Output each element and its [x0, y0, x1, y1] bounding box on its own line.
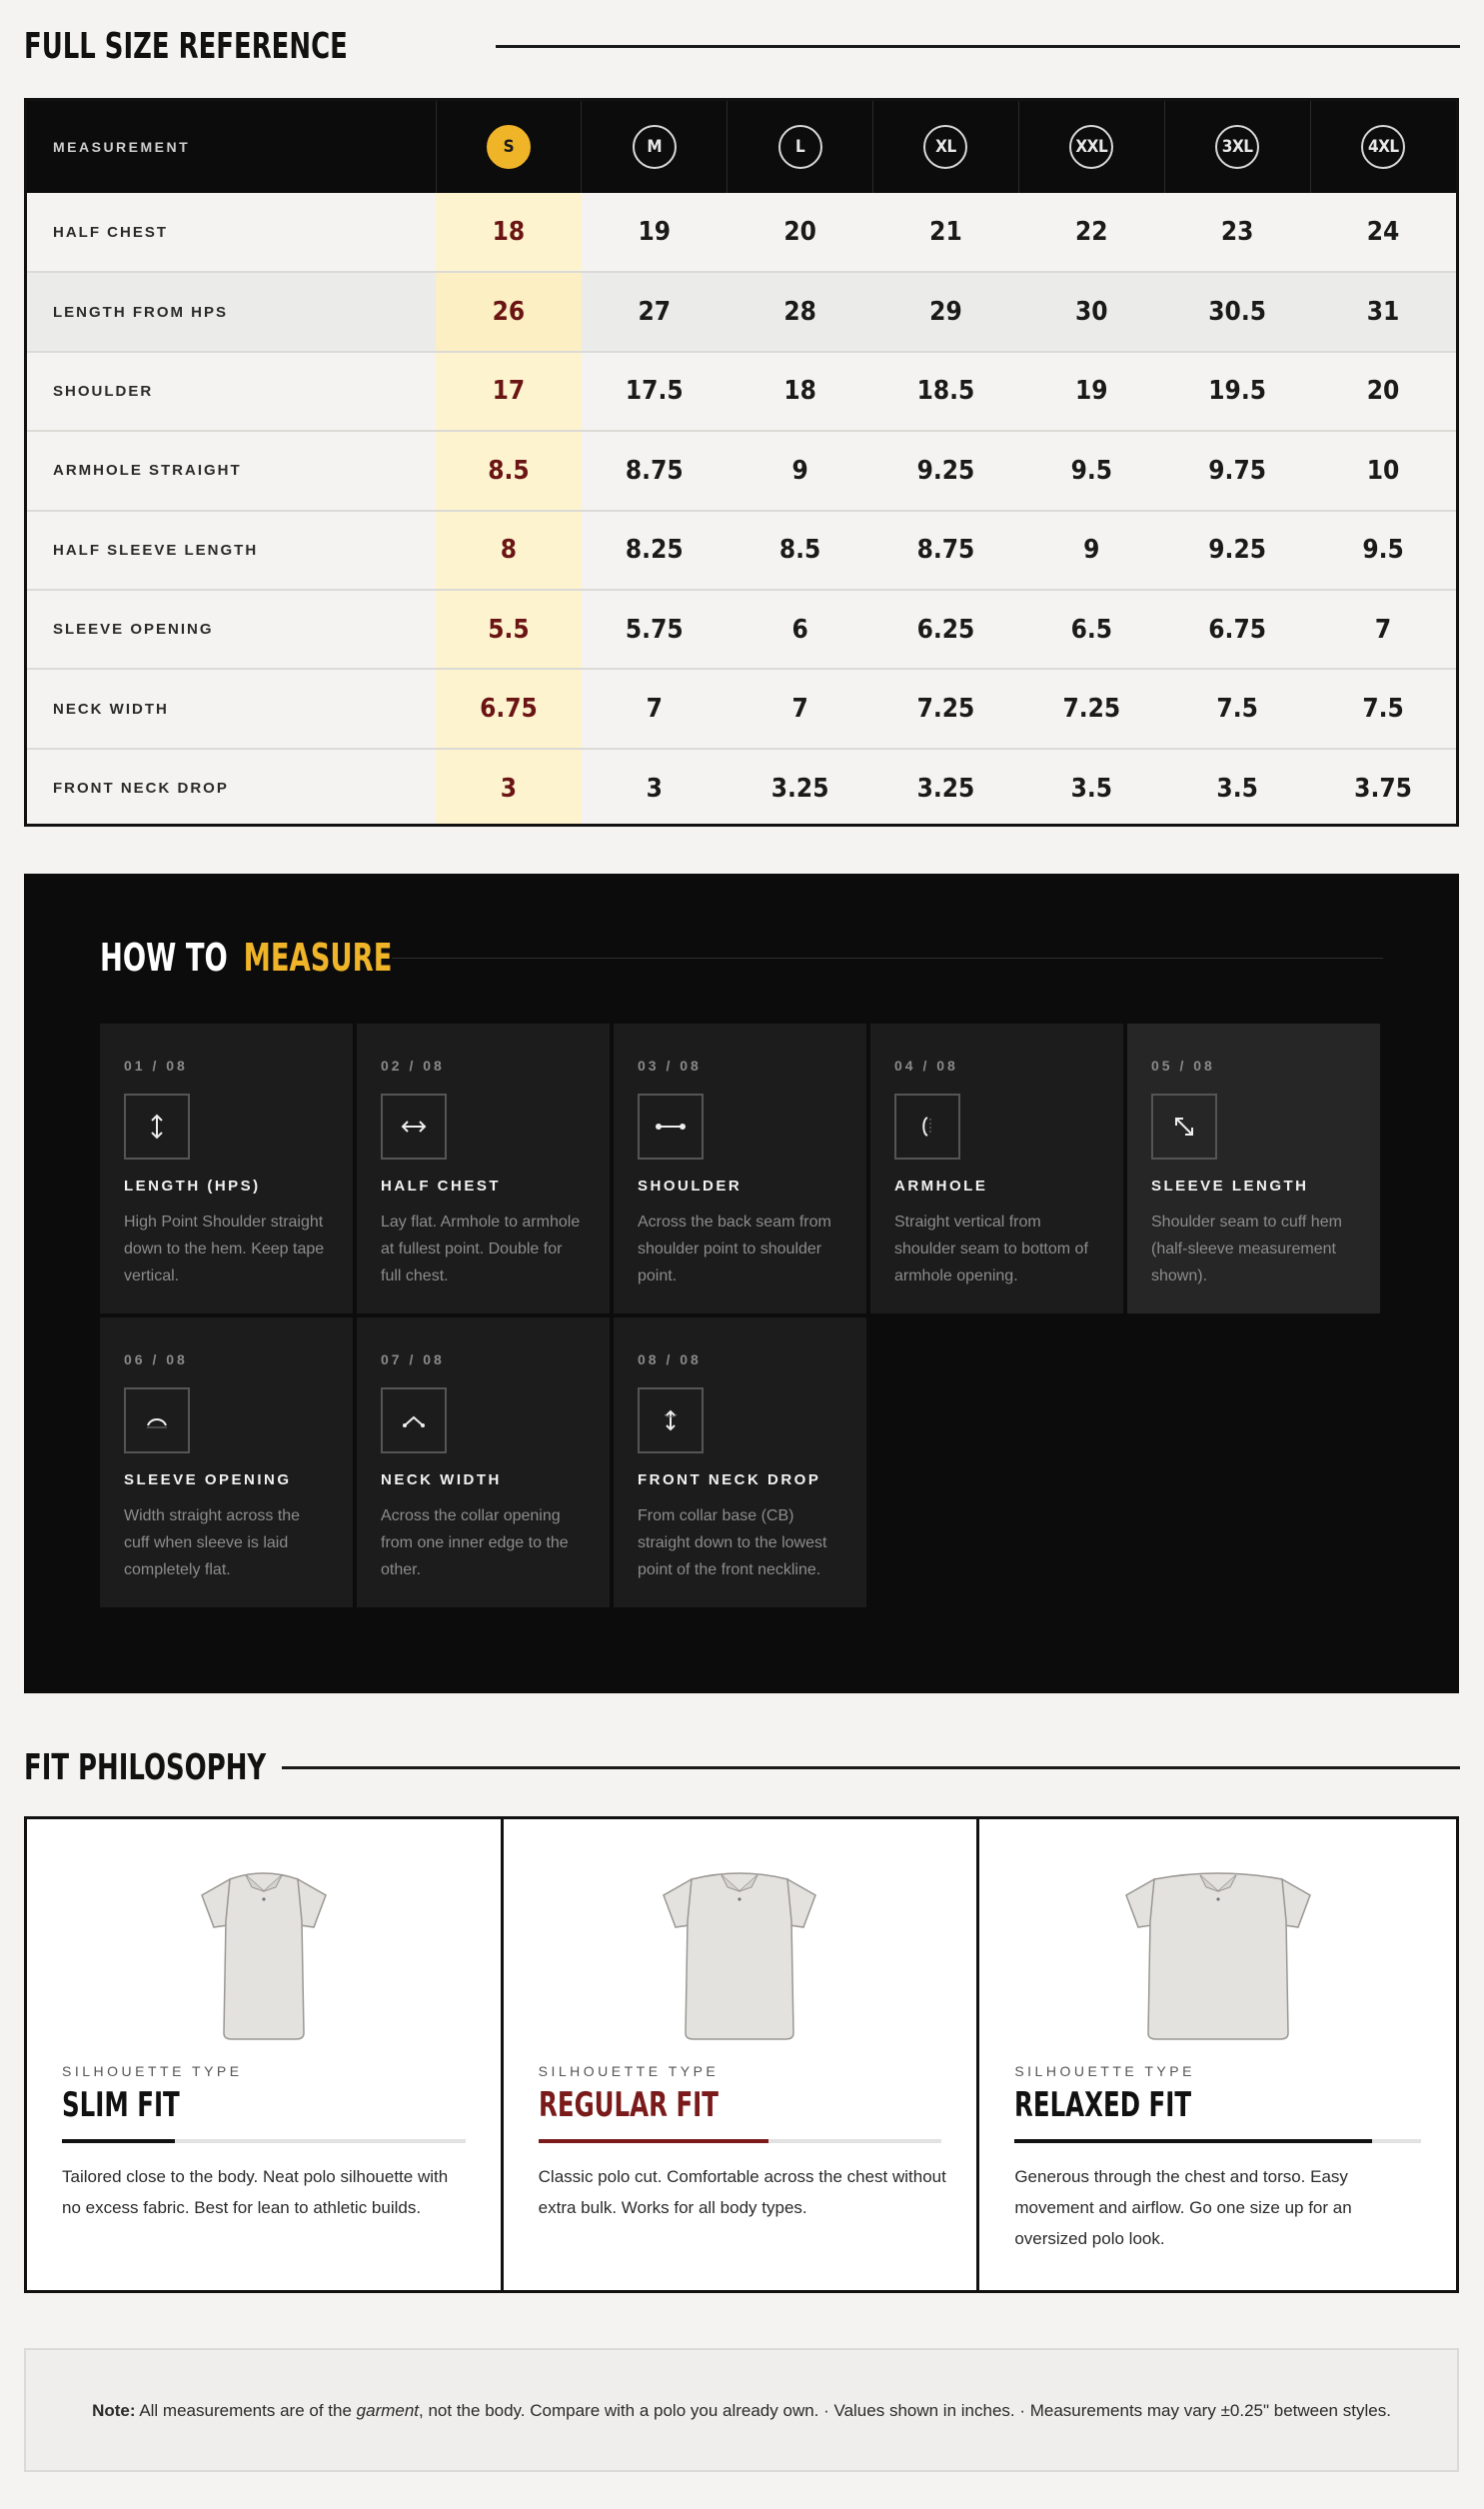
table-row	[27, 749, 1456, 827]
header-rule	[392, 958, 1383, 959]
size-value-cell: 9.25	[1208, 535, 1266, 566]
header-rule	[282, 1766, 1460, 1769]
step-description: From collar base (CB) straight down to the lowest point of the front neckline.	[638, 1507, 827, 1578]
polo-silhouette-icon	[189, 1865, 339, 2050]
size-value-cell: 8.5	[436, 431, 582, 510]
size-value-cell: 8	[436, 511, 582, 590]
table-row	[27, 431, 1456, 510]
silhouette-type-label: SILHOUETTE TYPE	[1014, 2063, 1195, 2079]
neck-drop-icon	[638, 1387, 704, 1453]
polo-silhouette-icon	[1113, 1865, 1323, 2050]
size-value-cell: 3.25	[770, 773, 829, 804]
size-value-cell: 7	[1374, 614, 1392, 645]
vertical-arrow-icon	[124, 1094, 190, 1160]
step-number: 06 / 08	[124, 1351, 188, 1367]
table-row	[27, 669, 1456, 748]
step-name: SHOULDER	[638, 1178, 742, 1195]
step-name: NECK WIDTH	[381, 1471, 502, 1488]
size-badge-3xl[interactable]: 3XL	[1215, 125, 1259, 169]
neck-width-icon	[381, 1387, 447, 1453]
note-text-b: , not the body. Compare with a polo you already own. · Values shown in inches. · Measurements may vary ±0.25" between styles.	[419, 2400, 1391, 2420]
size-col-3xl[interactable]	[1164, 101, 1310, 193]
size-col-l[interactable]	[728, 101, 873, 193]
size-badge-4xl[interactable]: 4XL	[1361, 125, 1405, 169]
fit-level-fill	[539, 2139, 768, 2143]
fit-level-bar	[1014, 2139, 1421, 2143]
size-value-cell: 30.5	[1208, 297, 1266, 328]
size-value-cell: 10	[1366, 455, 1400, 486]
size-badge-l[interactable]: L	[778, 125, 822, 169]
measure-step-card	[1127, 1024, 1380, 1313]
sleeve-opening-icon	[124, 1387, 190, 1453]
step-number: 08 / 08	[638, 1351, 702, 1367]
fit-level-bar	[539, 2139, 942, 2143]
size-value-cell: 6.75	[1208, 614, 1266, 645]
fit-card	[27, 1819, 504, 2290]
diagonal-arrow-icon	[1151, 1094, 1217, 1160]
size-value-cell: 18	[783, 376, 816, 407]
note-italic: garment	[356, 2400, 420, 2420]
measurement-label: HALF CHEST	[53, 223, 168, 241]
fit-card	[504, 1819, 980, 2290]
size-value-cell: 9.75	[1208, 455, 1266, 486]
fit-name: REGULAR FIT	[538, 2085, 719, 2125]
size-value-cell: 17.5	[625, 376, 684, 407]
measurement-label: HALF SLEEVE LENGTH	[53, 541, 259, 559]
fit-card	[979, 1819, 1456, 2290]
step-number: 07 / 08	[381, 1351, 445, 1367]
size-header-row	[27, 101, 1456, 193]
measurement-label: NECK WIDTH	[53, 700, 169, 718]
table-row	[27, 272, 1456, 351]
measurement-label: LENGTH FROM HPS	[53, 303, 228, 321]
note-lead: Note:	[92, 2400, 136, 2420]
size-value-cell: 29	[929, 297, 962, 328]
size-value-cell: 9.5	[1362, 535, 1404, 566]
measure-step-card	[357, 1024, 610, 1313]
size-table	[24, 98, 1459, 827]
size-value-cell: 3.25	[916, 773, 975, 804]
fit-name: SLIM FIT	[62, 2085, 180, 2125]
table-row	[27, 352, 1456, 431]
size-value-cell: 3	[436, 749, 582, 827]
step-description: High Point Shoulder straight down to the hem. Keep tape vertical.	[124, 1214, 325, 1284]
size-value-cell: 8.75	[625, 455, 684, 486]
measurement-label: ARMHOLE STRAIGHT	[53, 462, 242, 480]
step-description: Width straight across the cuff when sleeve is laid completely flat.	[124, 1507, 301, 1578]
header-rule	[496, 45, 1460, 48]
size-value-cell: 9	[791, 455, 808, 486]
table-row	[27, 590, 1456, 669]
step-name: ARMHOLE	[894, 1178, 988, 1195]
measure-step-card	[870, 1024, 1123, 1313]
size-value-cell: 9.5	[1070, 455, 1113, 486]
step-number: 05 / 08	[1151, 1058, 1215, 1074]
measure-step-card	[100, 1024, 353, 1313]
step-description: Straight vertical from shoulder seam to bottom of armhole opening.	[894, 1214, 1088, 1284]
step-name: LENGTH (HPS)	[124, 1178, 261, 1195]
fit-description: Generous through the chest and torso. Easy movement and airflow. Go one size up for an oversized polo look.	[1014, 2167, 1352, 2248]
polo-silhouette-icon	[651, 1865, 828, 2050]
measurement-label: FRONT NECK DROP	[53, 780, 229, 798]
size-value-cell: 6.75	[436, 669, 582, 748]
size-col-4xl[interactable]	[1310, 101, 1456, 193]
size-value-cell: 18.5	[916, 376, 975, 407]
table-row	[27, 511, 1456, 590]
step-description: Shoulder seam to cuff hem (half-sleeve measurement shown).	[1151, 1214, 1342, 1284]
step-description: Across the back seam from shoulder point to shoulder point.	[638, 1214, 831, 1284]
size-value-cell: 7.25	[916, 694, 975, 725]
step-number: 01 / 08	[124, 1058, 188, 1074]
size-reference-title: FULL SIZE REFERENCE	[24, 26, 348, 67]
size-value-cell: 6.5	[1070, 614, 1113, 645]
size-value-cell: 19	[1075, 376, 1108, 407]
size-col-xl[interactable]	[873, 101, 1019, 193]
size-value-cell: 3.5	[1216, 773, 1258, 804]
fit-level-bar	[62, 2139, 466, 2143]
size-value-cell: 26	[436, 272, 582, 351]
size-value-cell: 7	[791, 694, 808, 725]
size-value-cell: 5.5	[436, 590, 582, 669]
size-value-cell: 19	[638, 217, 672, 248]
silhouette-type-label: SILHOUETTE TYPE	[62, 2063, 243, 2079]
size-value-cell: 6	[791, 614, 808, 645]
measurement-note	[24, 2348, 1459, 2472]
size-value-cell: 9	[1083, 535, 1100, 566]
fit-description: Tailored close to the body. Neat polo silhouette with no excess fabric. Best for lean to athletic builds.	[62, 2167, 449, 2217]
size-value-cell: 7.5	[1362, 694, 1404, 725]
size-value-cell: 21	[929, 217, 962, 248]
size-value-cell: 3.5	[1070, 773, 1113, 804]
size-col-m[interactable]	[582, 101, 728, 193]
size-badge-s[interactable]: S	[487, 125, 531, 169]
fit-level-fill	[62, 2139, 175, 2143]
size-value-cell: 18	[436, 193, 582, 272]
measurement-label: SLEEVE OPENING	[53, 621, 214, 639]
step-number: 02 / 08	[381, 1058, 445, 1074]
measure-step-card	[614, 1317, 866, 1607]
size-value-cell: 8.5	[778, 535, 821, 566]
fit-cards	[24, 1816, 1459, 2293]
silhouette-type-label: SILHOUETTE TYPE	[538, 2063, 720, 2079]
size-value-cell: 5.75	[625, 614, 684, 645]
size-value-cell: 7	[646, 694, 663, 725]
how-to-measure-section	[24, 874, 1459, 1693]
measure-step-card	[357, 1317, 610, 1607]
size-value-cell: 28	[783, 297, 816, 328]
size-value-cell: 7.5	[1216, 694, 1258, 725]
table-row	[27, 193, 1456, 272]
fit-philosophy-title: FIT PHILOSOPHY	[24, 1747, 267, 1788]
size-value-cell: 30	[1075, 297, 1108, 328]
size-col-s[interactable]	[436, 101, 582, 193]
size-value-cell: 7.25	[1062, 694, 1121, 725]
step-number: 03 / 08	[638, 1058, 702, 1074]
step-number: 04 / 08	[894, 1058, 958, 1074]
step-name: SLEEVE OPENING	[124, 1471, 292, 1488]
step-name: FRONT NECK DROP	[638, 1471, 821, 1488]
measurement-column-header: MEASUREMENT	[27, 101, 436, 193]
size-badge-xxl[interactable]: XXL	[1069, 125, 1113, 169]
title-part-1: HOW TO	[100, 936, 228, 980]
horizontal-arrow-icon	[381, 1094, 447, 1160]
size-value-cell: 31	[1366, 297, 1400, 328]
note-text	[92, 2395, 1391, 2426]
size-value-cell: 23	[1220, 217, 1254, 248]
step-name: SLEEVE LENGTH	[1151, 1178, 1309, 1195]
step-description: Across the collar opening from one inner edge to the other.	[381, 1507, 569, 1578]
armhole-icon	[894, 1094, 960, 1160]
size-value-cell: 3.75	[1354, 773, 1412, 804]
size-value-cell: 19.5	[1208, 376, 1266, 407]
fit-description: Classic polo cut. Comfortable across the chest without extra bulk. Works for all body types.	[538, 2167, 946, 2217]
fit-level-fill	[1014, 2139, 1372, 2143]
size-value-cell: 20	[1366, 376, 1400, 407]
size-value-cell: 24	[1366, 217, 1400, 248]
size-value-cell: 22	[1075, 217, 1108, 248]
size-badge-m[interactable]: M	[633, 125, 677, 169]
size-value-cell: 8.25	[625, 535, 684, 566]
shoulder-span-icon	[638, 1094, 704, 1160]
size-col-xxl[interactable]	[1018, 101, 1164, 193]
fit-philosophy-header	[24, 1747, 1460, 1788]
title-part-2: MEASURE	[243, 936, 393, 980]
fit-name: RELAXED FIT	[1014, 2085, 1192, 2125]
step-name: HALF CHEST	[381, 1178, 501, 1195]
size-value-cell: 27	[638, 297, 672, 328]
size-value-cell: 20	[783, 217, 816, 248]
step-description: Lay flat. Armhole to armhole at fullest point. Double for full chest.	[381, 1214, 581, 1284]
note-text-a: All measurements are of the	[139, 2400, 352, 2420]
size-badge-xl[interactable]: XL	[923, 125, 967, 169]
size-reference-header	[24, 26, 1460, 67]
size-value-cell: 9.25	[916, 455, 975, 486]
measure-step-card	[100, 1317, 353, 1607]
measure-steps-grid	[100, 1024, 1383, 1607]
size-value-cell: 3	[646, 773, 663, 804]
size-value-cell: 17	[436, 352, 582, 431]
how-to-measure-title	[100, 936, 393, 980]
measurement-label: SHOULDER	[53, 382, 154, 400]
size-value-cell: 6.25	[916, 614, 975, 645]
how-to-measure-header	[100, 936, 1383, 980]
measure-step-card	[614, 1024, 866, 1313]
size-value-cell: 8.75	[916, 535, 975, 566]
